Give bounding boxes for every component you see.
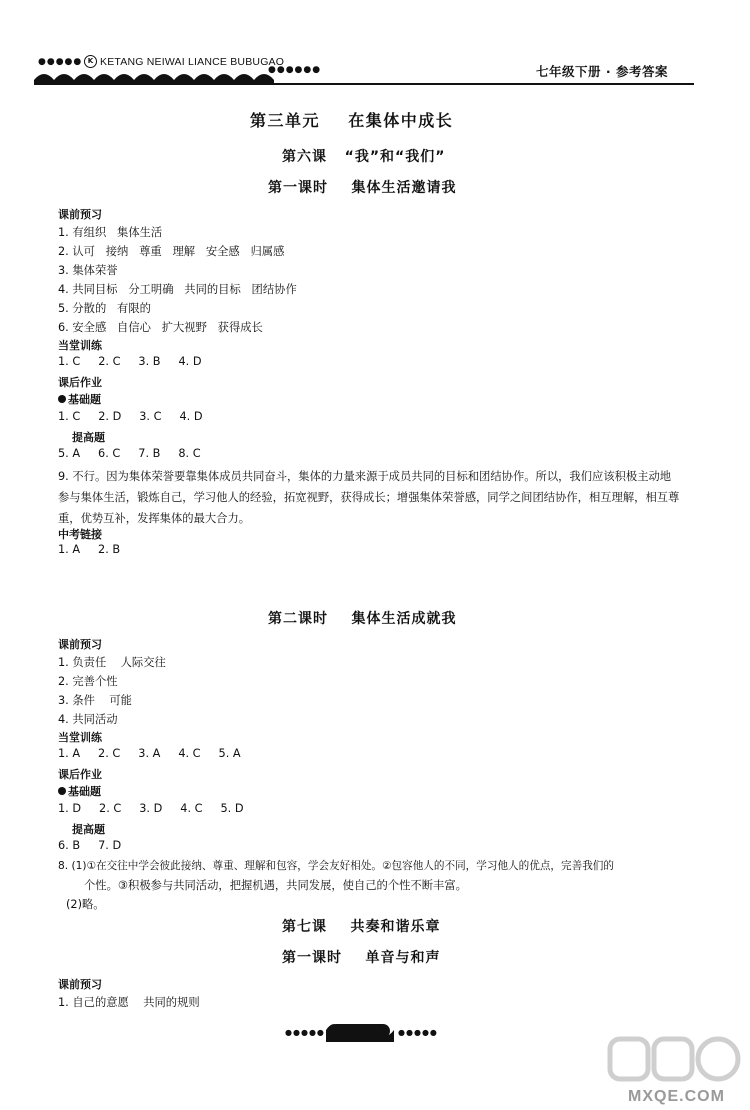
unit-title: 第三单元 在集体中成长: [250, 111, 454, 130]
bullet-icon: [58, 787, 66, 795]
l6p2-q8-line2: 个性。③积极参与共同活动，把握机遇，共同发展，使自己的个性不断丰富。: [84, 879, 467, 892]
l6p1-class-label: 当堂训练: [58, 339, 102, 352]
l6p1-class-answers: 1. C 2. C 3. B 4. D: [58, 355, 202, 368]
l6p2-adv-answers: 6. B 7. D: [58, 839, 122, 852]
header-grade-label: 七年级下册 · 参考答案: [536, 64, 668, 79]
l6p2-title: 第二课时 集体生活成就我: [268, 611, 457, 627]
l6p2-preview-3: 3. 条件 可能: [58, 694, 132, 707]
l6p2-adv-label: 提高题: [72, 823, 105, 836]
l6p1-preview-5: 5. 分散的 有限的: [58, 302, 151, 315]
l6p1-preview-1: 1. 有组织 集体生活: [58, 226, 163, 239]
header-dots-left: ●●●●●: [38, 57, 83, 67]
l6p1-basic-answers: 1. C 2. D 3. C 4. D: [58, 410, 203, 423]
l6p1-hw-label: 课后作业: [58, 376, 102, 389]
l6p1-title: 第一课时 集体生活邀请我: [268, 180, 457, 196]
footer-dots-left: ●●●●●: [285, 1028, 325, 1037]
brand-name: KETANG NEIWAI LIANCE BUBUGAO: [100, 56, 285, 68]
page-header: [0, 0, 750, 90]
l6p2-basic-label: 基础题: [68, 785, 101, 798]
header-wave-decoration: [34, 66, 274, 84]
l6p1-exam-label: 中考链接: [58, 528, 102, 541]
l6p1-preview-2: 2. 认可 接纳 尊重 理解 安全感 归属感: [58, 245, 285, 258]
l6p2-preview-4: 4. 共同活动: [58, 713, 118, 726]
header-dots-right: ●●●●●●: [268, 65, 322, 75]
l7p1-preview-1: 1. 自己的意愿 共同的规则: [58, 996, 200, 1009]
l6p2-preview-label: 课前预习: [58, 638, 102, 651]
footer-dots-right: ●●●●●: [398, 1028, 438, 1037]
l6p1-basic-label: 基础题: [68, 393, 101, 406]
l6p1-preview-6: 6. 安全感 自信心 扩大视野 获得成长: [58, 321, 263, 334]
l6p2-preview-2: 2. 完善个性: [58, 675, 118, 688]
l6p2-preview-1: 1. 负责任 人际交往: [58, 656, 166, 669]
l7p1-preview-label: 课前预习: [58, 978, 102, 991]
l6p1-adv-label: 提高题: [72, 431, 105, 444]
l6p2-hw-label: 课后作业: [58, 768, 102, 781]
l6p1-preview-label: 课前预习: [58, 208, 102, 221]
l6p2-q8-part2: (2)略。: [66, 898, 105, 911]
brand-logo-icon: K: [84, 55, 97, 68]
l6p1-exam-answers: 1. A 2. B: [58, 543, 121, 556]
l6p1-basic-heading: [58, 391, 101, 407]
l6p2-q8-line1: 8. (1)①在交往中学会彼此接纳、尊重、理解和包容，学会友好相处。②包容他人的不同，学习他人的优点，完善我们的: [58, 860, 614, 872]
l6p1-q9-answer: 9. 不行。因为集体荣誉要靠集体成员共同奋斗，集体的力量来源于成员共同的目标和团结协作。所以，我们应该积极主动地参与集体生活，锻炼自己，学习他人的经验，拓宽视野，获得成长；增强集体荣誉感，同学之间团结协作，相互理解，相互尊重，优势互补，发挥集体的最大合力。: [58, 470, 680, 525]
l6p2-basic-answers: 1. D 2. C 3. D 4. C 5. D: [58, 802, 244, 815]
l7p1-title: 第一课时 单音与和声: [282, 950, 441, 966]
bullet-icon: [58, 395, 66, 403]
footer-page-badge-icon: [326, 1018, 394, 1042]
l6p2-basic-heading: [58, 783, 101, 799]
lesson7-title: 第七课 共奏和谐乐章: [282, 919, 441, 935]
l6p1-preview-3: 3. 集体荣誉: [58, 264, 118, 277]
l6p2-class-answers: 1. A 2. C 3. A 4. C 5. A: [58, 747, 241, 760]
l6p1-adv-answers: 5. A 6. C 7. B 8. C: [58, 447, 201, 460]
lesson6-title: 第六课 “我”和“我们”: [282, 149, 446, 165]
header-rule: [34, 83, 694, 85]
l6p1-preview-4: 4. 共同目标 分工明确 共同的目标 团结协作: [58, 283, 297, 296]
l6p2-class-label: 当堂训练: [58, 731, 102, 744]
watermark-text: MXQE.COM: [628, 1088, 725, 1105]
